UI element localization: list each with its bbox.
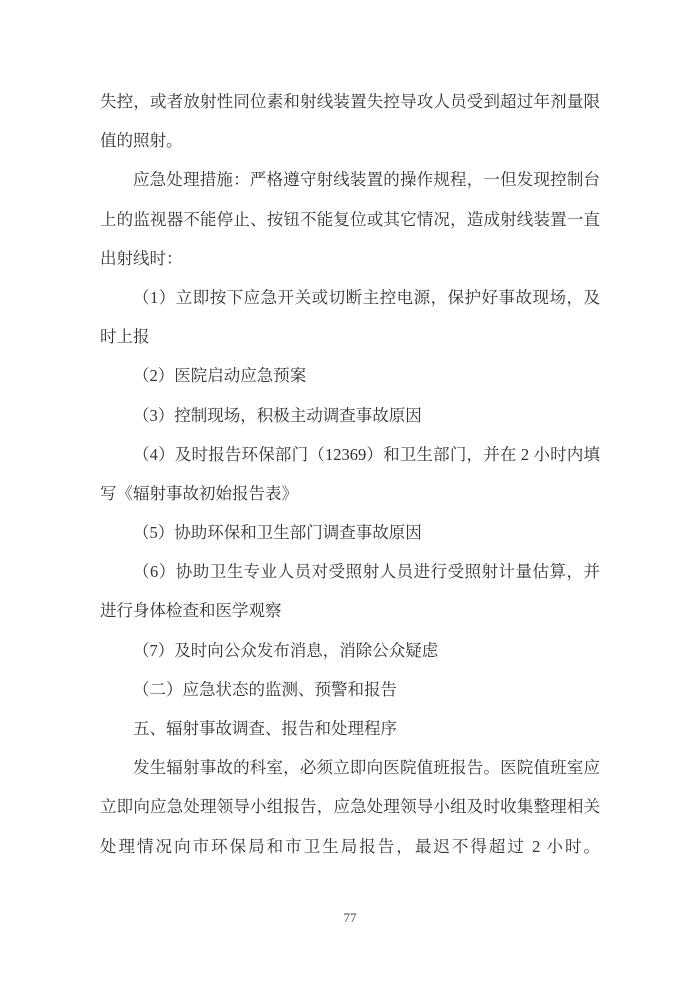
text-line: 应急处理措施：严格遵守射线装置的操作规程，一但发现控制台	[133, 170, 600, 190]
text-line: 上的监视器不能停止、按钮不能复位或其它情况，造成射线装置一直	[100, 209, 600, 229]
text-line: 处理情况向市环保局和市卫生局报告，最迟不得超过 2 小时。	[100, 836, 600, 856]
text-line: 出射线时：	[100, 248, 183, 268]
text-line: （二）应急状态的监测、预警和报告	[133, 679, 397, 699]
text-line: （2）医院启动应急预案	[133, 366, 307, 386]
text-line: （3）控制现场，积极主动调查事故原因	[133, 405, 422, 425]
text-line: 值的照射。	[100, 131, 183, 151]
text-line: 立即向应急处理领导小组报告，应急处理领导小组及时收集整理相关	[100, 797, 600, 817]
text-line: 进行身体检查和医学观察	[100, 601, 282, 621]
text-line: （1）立即按下应急开关或切断主控电源，保护好事故现场，及	[133, 287, 600, 307]
text-line: 发生辐射事故的科室，必须立即向医院值班报告。医院值班室应	[133, 758, 600, 778]
text-line: （5）协助环保和卫生部门调查事故原因	[133, 523, 422, 543]
text-line: （4）及时报告环保部门（12369）和卫生部门，并在 2 小时内填	[133, 444, 600, 464]
text-line: 写《辐射事故初始报告表》	[100, 483, 298, 503]
page-number: 77	[343, 910, 357, 925]
text-line: 失控，或者放射性同位素和射线装置失控导攻人员受到超过年剂量限	[100, 92, 600, 111]
text-line: （7）及时向公众发布消息，消除公众疑虑	[133, 640, 439, 660]
document-body	[100, 82, 600, 866]
text-line: （6）协助卫生专业人员对受照射人员进行受照射计量估算，并	[133, 562, 600, 582]
text-line: 五、辐射事故调查、报告和处理程序	[133, 719, 397, 738]
text-line: 时上报	[100, 327, 150, 347]
